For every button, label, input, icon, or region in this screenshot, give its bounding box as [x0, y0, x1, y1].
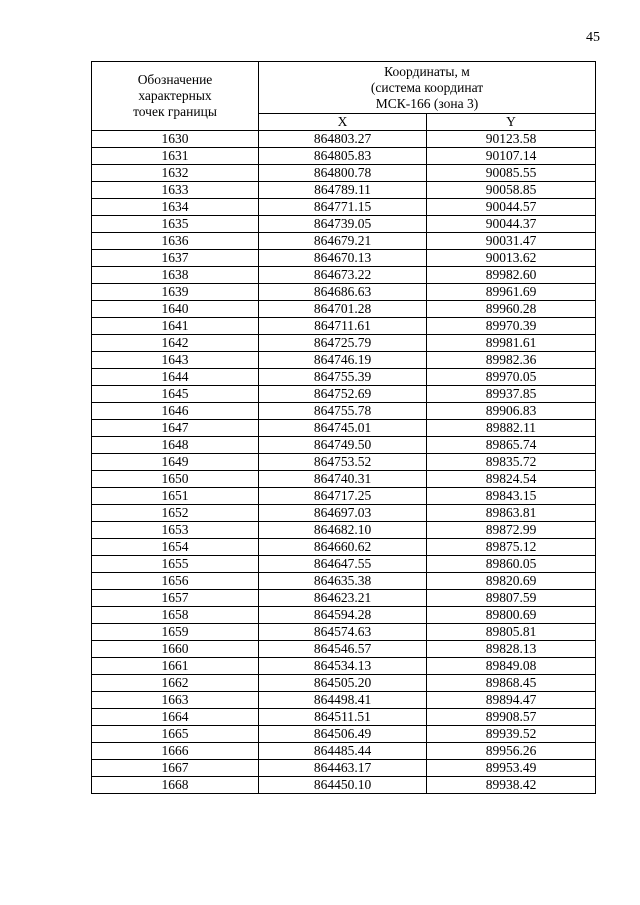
point-id-cell: 1637 [92, 250, 259, 267]
x-coordinate-cell: 864740.31 [259, 471, 427, 488]
table-row [92, 624, 596, 641]
table-row [92, 267, 596, 284]
x-coordinate-cell: 864450.10 [259, 777, 427, 794]
point-id-cell: 1633 [92, 182, 259, 199]
y-coordinate-cell: 90013.62 [427, 250, 596, 267]
point-id-cell: 1643 [92, 352, 259, 369]
x-coordinate-cell: 864574.63 [259, 624, 427, 641]
table-row [92, 250, 596, 267]
point-id-cell: 1663 [92, 692, 259, 709]
page-number: 45 [586, 30, 600, 45]
point-id-cell: 1665 [92, 726, 259, 743]
x-coordinate-cell: 864534.13 [259, 658, 427, 675]
x-coordinate-cell: 864717.25 [259, 488, 427, 505]
coords-header-line: Координаты, м [384, 63, 470, 79]
y-coordinate-cell: 89906.83 [427, 403, 596, 420]
point-id-cell: 1651 [92, 488, 259, 505]
y-coordinate-cell: 90058.85 [427, 182, 596, 199]
table-header [92, 62, 596, 131]
point-id-cell: 1634 [92, 199, 259, 216]
y-coordinate-cell: 89872.99 [427, 522, 596, 539]
point-id-cell: 1650 [92, 471, 259, 488]
point-id-cell: 1640 [92, 301, 259, 318]
y-coordinate-cell: 89981.61 [427, 335, 596, 352]
x-coordinate-cell: 864635.38 [259, 573, 427, 590]
x-coordinate-cell: 864670.13 [259, 250, 427, 267]
y-coordinate-cell: 89868.45 [427, 675, 596, 692]
point-id-cell: 1645 [92, 386, 259, 403]
x-coordinate-cell: 864800.78 [259, 165, 427, 182]
point-id-cell: 1646 [92, 403, 259, 420]
x-coordinate-cell: 864749.50 [259, 437, 427, 454]
point-id-cell: 1631 [92, 148, 259, 165]
x-coordinate-cell: 864739.05 [259, 216, 427, 233]
x-coordinate-cell: 864803.27 [259, 131, 427, 148]
coords-header-line: МСК-166 (зона 3) [375, 95, 479, 111]
point-id-cell: 1638 [92, 267, 259, 284]
point-id-cell: 1667 [92, 760, 259, 777]
point-id-cell: 1639 [92, 284, 259, 301]
y-coordinate-cell: 89956.26 [427, 743, 596, 760]
coords-header [259, 62, 596, 114]
x-coordinate-cell: 864511.51 [259, 709, 427, 726]
x-coordinate-cell: 864673.22 [259, 267, 427, 284]
point-id-cell: 1644 [92, 369, 259, 386]
point-id-cell: 1630 [92, 131, 259, 148]
y-coordinate-cell: 90031.47 [427, 233, 596, 250]
point-id-cell: 1647 [92, 420, 259, 437]
table-row [92, 335, 596, 352]
table-row [92, 539, 596, 556]
table-row [92, 301, 596, 318]
point-id-cell: 1666 [92, 743, 259, 760]
x-coordinate-cell: 864725.79 [259, 335, 427, 352]
table-row [92, 131, 596, 148]
table-row [92, 556, 596, 573]
x-coordinate-cell: 864485.44 [259, 743, 427, 760]
x-coordinate-cell: 864498.41 [259, 692, 427, 709]
x-coordinate-cell: 864505.20 [259, 675, 427, 692]
point-id-cell: 1649 [92, 454, 259, 471]
table-row [92, 590, 596, 607]
table-row [92, 777, 596, 794]
y-coordinate-cell: 89960.28 [427, 301, 596, 318]
y-coordinate-cell: 89875.12 [427, 539, 596, 556]
y-coordinate-cell: 90085.55 [427, 165, 596, 182]
table-row [92, 165, 596, 182]
table-row [92, 471, 596, 488]
y-coordinate-cell: 89807.59 [427, 590, 596, 607]
y-coordinate-cell: 89849.08 [427, 658, 596, 675]
point-id-cell: 1642 [92, 335, 259, 352]
x-coordinate-cell: 864660.62 [259, 539, 427, 556]
x-coordinate-cell: 864594.28 [259, 607, 427, 624]
x-coordinate-cell: 864753.52 [259, 454, 427, 471]
x-coordinate-cell: 864679.21 [259, 233, 427, 250]
point-id-cell: 1660 [92, 641, 259, 658]
y-coordinate-cell: 89882.11 [427, 420, 596, 437]
point-id-cell: 1655 [92, 556, 259, 573]
y-coordinate-cell: 90123.58 [427, 131, 596, 148]
y-coordinate-cell: 89939.52 [427, 726, 596, 743]
table-row [92, 369, 596, 386]
point-id-cell: 1652 [92, 505, 259, 522]
x-coordinate-cell: 864789.11 [259, 182, 427, 199]
point-id-cell: 1641 [92, 318, 259, 335]
y-coordinate-cell: 89820.69 [427, 573, 596, 590]
points-header [92, 62, 259, 131]
table-row [92, 182, 596, 199]
point-id-cell: 1654 [92, 539, 259, 556]
x-coordinate-cell: 864701.28 [259, 301, 427, 318]
point-id-cell: 1648 [92, 437, 259, 454]
x-coordinate-cell: 864752.69 [259, 386, 427, 403]
x-coordinate-cell: 864745.01 [259, 420, 427, 437]
table-row [92, 403, 596, 420]
x-coordinate-cell: 864755.39 [259, 369, 427, 386]
y-coordinate-cell: 89953.49 [427, 760, 596, 777]
y-coordinate-cell: 89800.69 [427, 607, 596, 624]
x-coordinate-cell: 864755.78 [259, 403, 427, 420]
x-coordinate-cell: 864686.63 [259, 284, 427, 301]
x-header: X [259, 114, 427, 131]
point-id-cell: 1668 [92, 777, 259, 794]
table-row [92, 488, 596, 505]
y-coordinate-cell: 89894.47 [427, 692, 596, 709]
y-coordinate-cell: 90044.37 [427, 216, 596, 233]
x-coordinate-cell: 864746.19 [259, 352, 427, 369]
y-coordinate-cell: 89937.85 [427, 386, 596, 403]
x-coordinate-cell: 864463.17 [259, 760, 427, 777]
point-id-cell: 1661 [92, 658, 259, 675]
point-id-cell: 1636 [92, 233, 259, 250]
y-coordinate-cell: 90107.14 [427, 148, 596, 165]
point-id-cell: 1657 [92, 590, 259, 607]
table-row [92, 522, 596, 539]
x-coordinate-cell: 864697.03 [259, 505, 427, 522]
y-coordinate-cell: 89824.54 [427, 471, 596, 488]
x-coordinate-cell: 864506.49 [259, 726, 427, 743]
y-coordinate-cell: 89982.36 [427, 352, 596, 369]
table-row [92, 675, 596, 692]
y-coordinate-cell: 89938.42 [427, 777, 596, 794]
y-coordinate-cell: 89970.05 [427, 369, 596, 386]
x-coordinate-cell: 864546.57 [259, 641, 427, 658]
table-row [92, 658, 596, 675]
table-row [92, 760, 596, 777]
point-id-cell: 1662 [92, 675, 259, 692]
table-row [92, 454, 596, 471]
table-row [92, 641, 596, 658]
table-row [92, 726, 596, 743]
coords-header-line: (система координат [370, 79, 484, 95]
points-header-line: характерных [138, 88, 212, 103]
point-id-cell: 1656 [92, 573, 259, 590]
table-row [92, 692, 596, 709]
table-row [92, 743, 596, 760]
table-row [92, 352, 596, 369]
y-coordinate-cell: 89835.72 [427, 454, 596, 471]
point-id-cell: 1664 [92, 709, 259, 726]
y-coordinate-cell: 89860.05 [427, 556, 596, 573]
point-id-cell: 1659 [92, 624, 259, 641]
y-header: Y [427, 114, 596, 131]
y-coordinate-cell: 89828.13 [427, 641, 596, 658]
x-coordinate-cell: 864711.61 [259, 318, 427, 335]
x-coordinate-cell: 864805.83 [259, 148, 427, 165]
table-body [92, 131, 596, 794]
table-row [92, 709, 596, 726]
point-id-cell: 1658 [92, 607, 259, 624]
x-coordinate-cell: 864623.21 [259, 590, 427, 607]
table-row [92, 284, 596, 301]
table-row [92, 199, 596, 216]
table-row [92, 607, 596, 624]
y-coordinate-cell: 89970.39 [427, 318, 596, 335]
point-id-cell: 1653 [92, 522, 259, 539]
table-row [92, 148, 596, 165]
table-row [92, 386, 596, 403]
coordinates-table [91, 61, 596, 794]
x-coordinate-cell: 864647.55 [259, 556, 427, 573]
x-coordinate-cell: 864682.10 [259, 522, 427, 539]
table-row [92, 216, 596, 233]
points-header-line: Обозначение [137, 72, 213, 87]
y-coordinate-cell: 89863.81 [427, 505, 596, 522]
table-row [92, 318, 596, 335]
y-coordinate-cell: 90044.57 [427, 199, 596, 216]
table-row [92, 437, 596, 454]
y-coordinate-cell: 89843.15 [427, 488, 596, 505]
y-coordinate-cell: 89805.81 [427, 624, 596, 641]
points-header-line: точек границы [133, 104, 217, 119]
y-coordinate-cell: 89908.57 [427, 709, 596, 726]
x-coordinate-cell: 864771.15 [259, 199, 427, 216]
table-row [92, 233, 596, 250]
point-id-cell: 1632 [92, 165, 259, 182]
table-row [92, 420, 596, 437]
table-row [92, 573, 596, 590]
y-coordinate-cell: 89865.74 [427, 437, 596, 454]
table-row [92, 505, 596, 522]
point-id-cell: 1635 [92, 216, 259, 233]
y-coordinate-cell: 89982.60 [427, 267, 596, 284]
y-coordinate-cell: 89961.69 [427, 284, 596, 301]
